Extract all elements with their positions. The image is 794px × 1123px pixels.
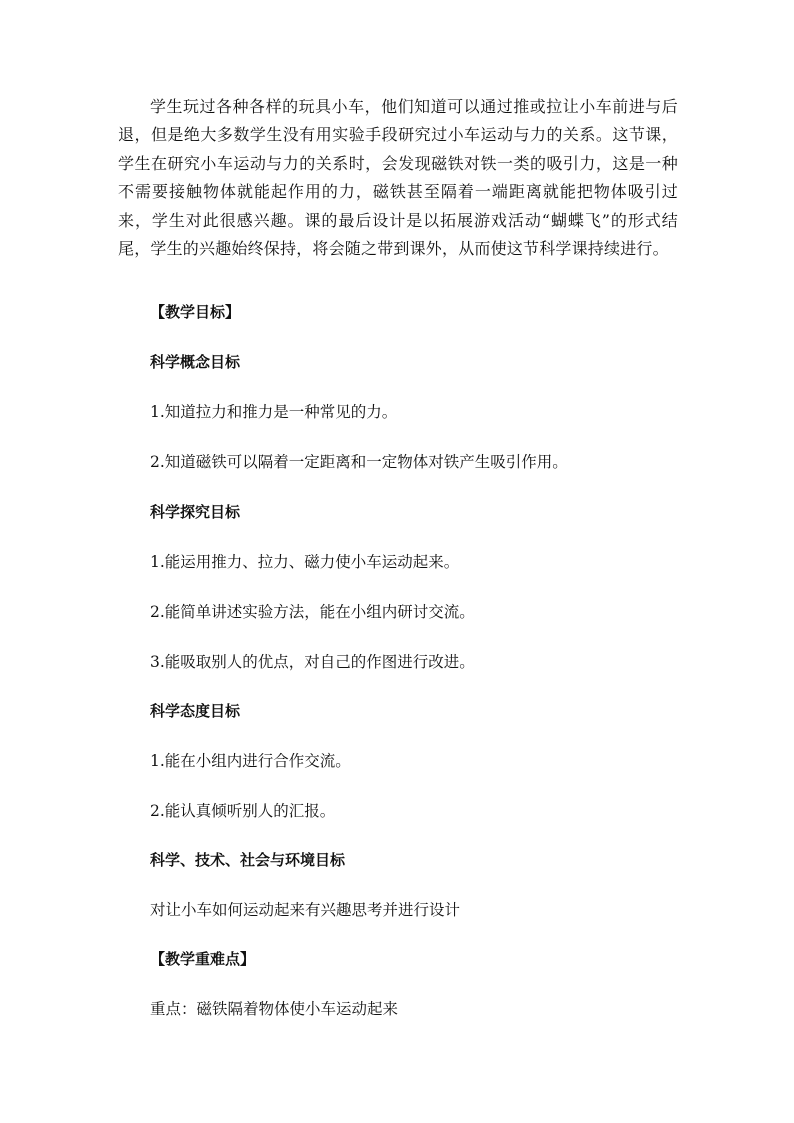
sts-goal-text: 对让小车如何运动起来有兴趣思考并进行设计: [150, 901, 461, 919]
inquiry-goal-item: 3.能吸取别人的优点，对自己的作图进行改进。: [150, 653, 475, 671]
key-point-text: 重点：磁铁隔着物体使小车运动起来: [150, 1000, 399, 1018]
inquiry-goal-item: 2.能简单讲述实验方法，能在小组内研讨交流。: [150, 603, 475, 621]
intro-paragraph: 学生玩过各种各样的玩具小车，他们知道可以通过推或拉让小车前进与后退，但是绝大多数学生没有用实验手段研究过小车运动与力的关系。这节课，学生在研究小车运动与力的关系时，会发现磁铁对铁一类的吸引力，这是一种不需要接触物体就能起作用的力，磁铁甚至隔着一端距离就能把物体吸引过来，学生对此很感兴趣。课的最后设计是以拓展游戏活动“蝴蝶飞”的形式结尾，学生的兴趣始终保持，将会随之带到课外，从而使这节科学课持续进行。: [118, 97, 678, 259]
attitude-goals-heading: 科学态度目标: [150, 702, 241, 720]
inquiry-goal-item: 1.能运用推力、拉力、磁力使小车运动起来。: [150, 553, 460, 571]
inquiry-goals-heading: 科学探究目标: [150, 503, 241, 521]
teaching-goals-heading: 【教学目标】: [150, 303, 241, 321]
concept-goal-item: 2.知道磁铁可以隔着一定距离和一定物体对铁产生吸引作用。: [150, 453, 568, 471]
attitude-goal-item: 2.能认真倾听别人的汇报。: [150, 802, 336, 820]
sts-goals-heading: 科学、技术、社会与环境目标: [150, 851, 346, 869]
concept-goals-heading: 科学概念目标: [150, 353, 241, 371]
key-points-heading: 【教学重难点】: [150, 950, 256, 968]
attitude-goal-item: 1.能在小组内进行合作交流。: [150, 752, 351, 770]
concept-goal-item: 1.知道拉力和推力是一种常见的力。: [150, 403, 398, 421]
